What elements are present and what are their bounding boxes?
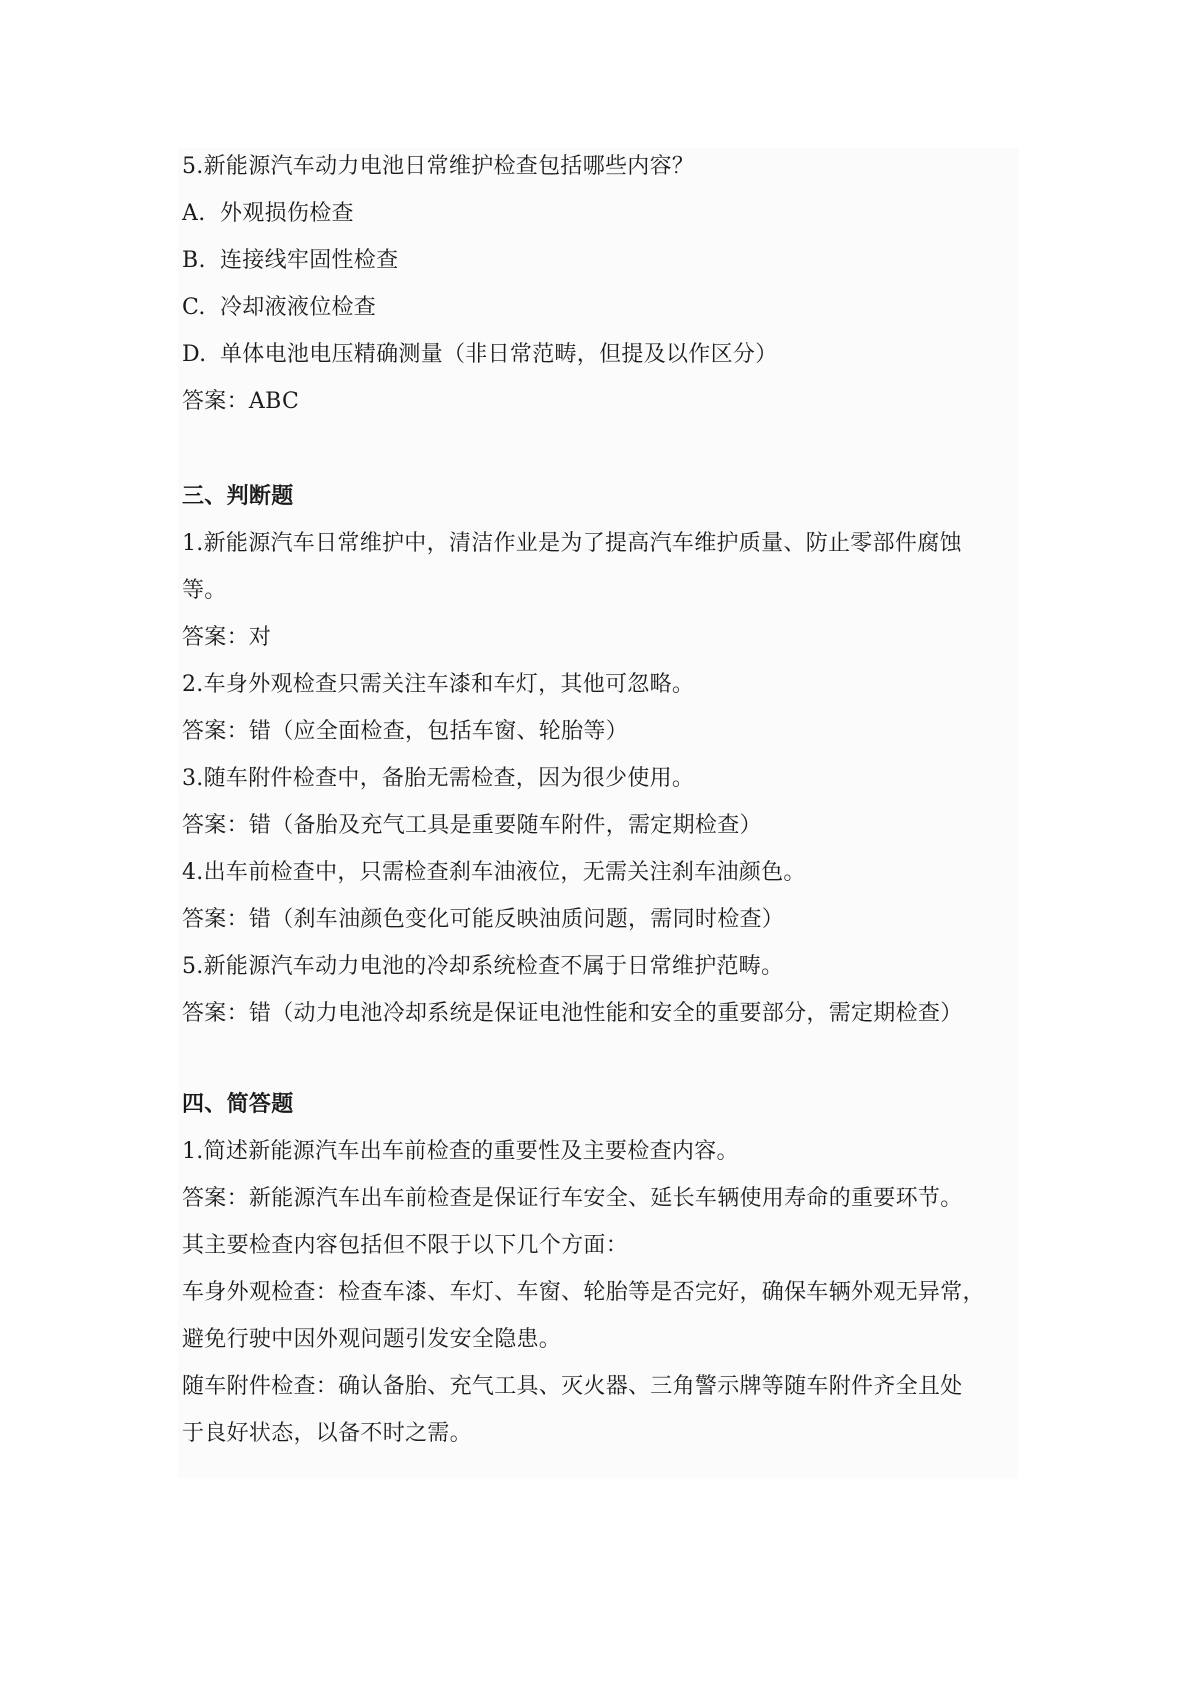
answer-text: 答案：ABC: [182, 389, 300, 414]
option-b: [182, 246, 398, 276]
answer-text: 答案：错（刹车油颜色变化可能反映油质问题，需同时检查）: [182, 907, 785, 932]
option-label: B.: [182, 248, 206, 273]
answer-point-continued: 避免行驶中因外观问题引发安全隐患。: [182, 1327, 562, 1352]
answer-point: 车身外观检查：检查车漆、车灯、车窗、轮胎等是否完好，确保车辆外观无异常，: [182, 1280, 985, 1305]
option-label: D.: [182, 342, 207, 367]
answer-point-continued: 于良好状态，以备不时之需。: [182, 1421, 472, 1446]
question-text: 1.新能源汽车日常维护中，清洁作业是为了提高汽车维护质量、防止零部件腐蚀: [182, 531, 962, 556]
option-a: [182, 199, 354, 229]
answer-text-continued: 其主要检查内容包括但不限于以下几个方面：: [182, 1233, 629, 1258]
option-text: 单体电池电压精确测量（非日常范畴，但提及以作区分）: [220, 342, 778, 367]
answer-text: 答案：错（应全面检查，包括车窗、轮胎等）: [182, 719, 629, 744]
question-text: 5.新能源汽车动力电池日常维护检查包括哪些内容？: [182, 154, 695, 179]
option-d: [182, 340, 778, 370]
option-text: 连接线牢固性检查: [220, 248, 399, 273]
option-c: [182, 293, 376, 323]
answer-text: 答案：错（备胎及充气工具是重要随车附件，需定期检查）: [182, 813, 762, 838]
option-label: C.: [182, 295, 206, 320]
option-label: A.: [182, 201, 206, 226]
question-text: 1.简述新能源汽车出车前检查的重要性及主要检查内容。: [182, 1139, 739, 1164]
section-heading: 四、简答题: [182, 1092, 294, 1117]
answer-point: 随车附件检查：确认备胎、充气工具、灭火器、三角警示牌等随车附件齐全且处: [182, 1374, 963, 1399]
question-text-continued: 等。: [182, 578, 227, 603]
question-text: 2.车身外观检查只需关注车漆和车灯，其他可忽略。: [182, 672, 695, 697]
answer-text: 答案：新能源汽车出车前检查是保证行车安全、延长车辆使用寿命的重要环节。: [182, 1186, 963, 1211]
question-text: 4.出车前检查中，只需检查刹车油液位，无需关注刹车油颜色。: [182, 860, 806, 885]
answer-text: 答案：对: [182, 625, 272, 650]
option-text: 冷却液液位检查: [220, 295, 377, 320]
section-heading: 三、判断题: [182, 484, 294, 509]
question-text: 3.随车附件检查中，备胎无需检查，因为很少使用。: [182, 766, 695, 791]
question-text: 5.新能源汽车动力电池的冷却系统检查不属于日常维护范畴。: [182, 954, 784, 979]
answer-text: 答案：错（动力电池冷却系统是保证电池性能和安全的重要部分，需定期检查）: [182, 1001, 963, 1026]
option-text: 外观损伤检查: [220, 201, 354, 226]
